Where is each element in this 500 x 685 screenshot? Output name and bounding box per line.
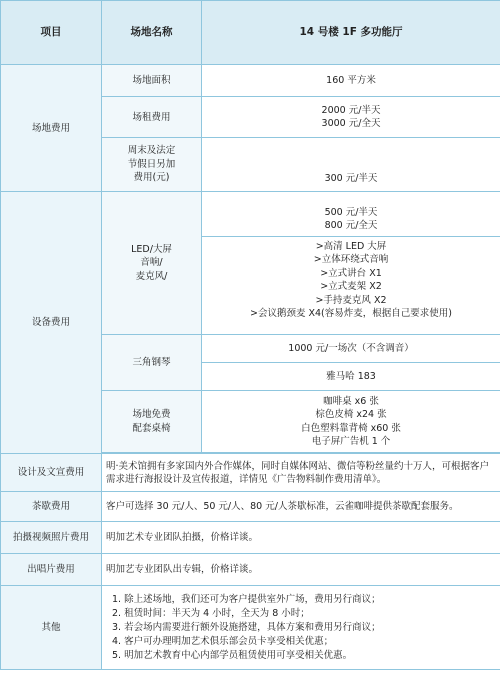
furniture-item: 电子屏广告机 1 个 [311, 436, 391, 447]
area-label: 场地面积 [102, 65, 202, 97]
other-item: 2. 租赁时间：半天为 4 小时，全天为 8 小时； [112, 607, 310, 619]
header-project: 项目 [1, 1, 102, 65]
piano-details [202, 335, 500, 391]
design-fee-label: 设计及文宣费用 [1, 454, 102, 492]
album-fee-text: 明加艺专业团队出专辑，价格详谈。 [102, 554, 500, 586]
led-item: >会议鹅颈麦 X4(容易炸麦，根据自己要求使用) [250, 308, 452, 319]
header-venue-name: 场地名称 [102, 1, 202, 65]
rent-values [202, 97, 500, 138]
video-fee-text: 明加艺术专业团队拍摄，价格详谈。 [102, 522, 500, 554]
led-item: >高清 LED 大屏 [315, 240, 387, 252]
led-label-line: LED/大屏 [131, 243, 172, 255]
furniture-items [202, 391, 500, 453]
led-price: 500 元/半天 [324, 206, 378, 218]
other-item: 1. 除上述场地，我们还可为客户提供室外广场，费用另行商议； [112, 593, 381, 605]
led-label [102, 192, 202, 335]
furniture-item: 咖啡桌 x6 张 [323, 395, 379, 407]
furniture-item: 白色塑料靠背椅 x60 张 [301, 422, 401, 434]
holiday-label-line: 周末及法定 [127, 145, 176, 157]
holiday-label-line: 费用(元) [133, 172, 170, 184]
piano-price: 1000 元/一场次（不含调音） [202, 335, 500, 363]
video-fee-label: 拍摄视频照片费用 [1, 522, 102, 554]
rent-half-day: 2000 元/半天 [321, 104, 381, 116]
other-item: 4. 客户可办理明加艺术俱乐部会员卡享受相关优惠； [112, 635, 334, 647]
led-item: >立式麦架 X2 [320, 281, 382, 292]
furniture-label [102, 391, 202, 453]
venue-fee-label: 场地费用 [1, 65, 102, 192]
other-item: 3. 若会场内需要进行额外设施搭建，具体方案和费用另行商议； [112, 621, 381, 633]
other-item: 5. 明加艺术教育中心内部学员租赁使用可享受相关优惠。 [112, 649, 353, 661]
rent-full-day: 3000 元/全天 [321, 118, 381, 129]
led-details [202, 192, 500, 335]
header-hall: 14 号楼 1F 多功能厅 [202, 1, 500, 65]
holiday-value: 300 元/半天 [202, 138, 500, 192]
led-items [202, 237, 500, 324]
holiday-label-line: 节假日另加 [127, 158, 176, 170]
led-price: 800 元/全天 [324, 220, 378, 231]
tea-fee-label: 茶歇费用 [1, 492, 102, 522]
led-item: >立体环绕式音响 [313, 254, 389, 265]
led-label-line: 音响/ [140, 257, 163, 269]
tea-fee-text: 客户可选择 30 元/人、50 元/人、80 元/人茶歇标准，云雀咖啡提供茶歇配套服务。 [102, 492, 500, 522]
piano-model: 雅马哈 183 [326, 371, 376, 382]
equipment-fee-label: 设备费用 [1, 192, 102, 454]
album-fee-label: 出唱片费用 [1, 554, 102, 586]
header-row [1, 1, 500, 65]
rent-label: 场租费用 [102, 97, 202, 138]
led-item: >立式讲台 X1 [320, 267, 382, 279]
led-prices [202, 203, 500, 237]
led-item: >手持麦克风 X2 [315, 294, 387, 306]
design-fee-text: 明·美术馆拥有多家国内外合作媒体，同时自媒体网站、微信等粉丝量约十万人，可根据客户需求进行海报设计及宣传报道，详情见《广告物料制作费用清单》。 [102, 454, 500, 492]
led-label-line: 麦克风/ [135, 270, 168, 282]
other-label: 其他 [1, 586, 102, 670]
furniture-label-line: 场地免费 [132, 409, 171, 420]
other-list [102, 586, 500, 670]
area-value: 160 平方米 [202, 65, 500, 97]
piano-label: 三角钢琴 [102, 335, 202, 391]
furniture-label-line: 配套桌椅 [132, 422, 171, 434]
holiday-label [102, 138, 202, 192]
furniture-item: 棕色皮椅 x24 张 [315, 409, 387, 420]
